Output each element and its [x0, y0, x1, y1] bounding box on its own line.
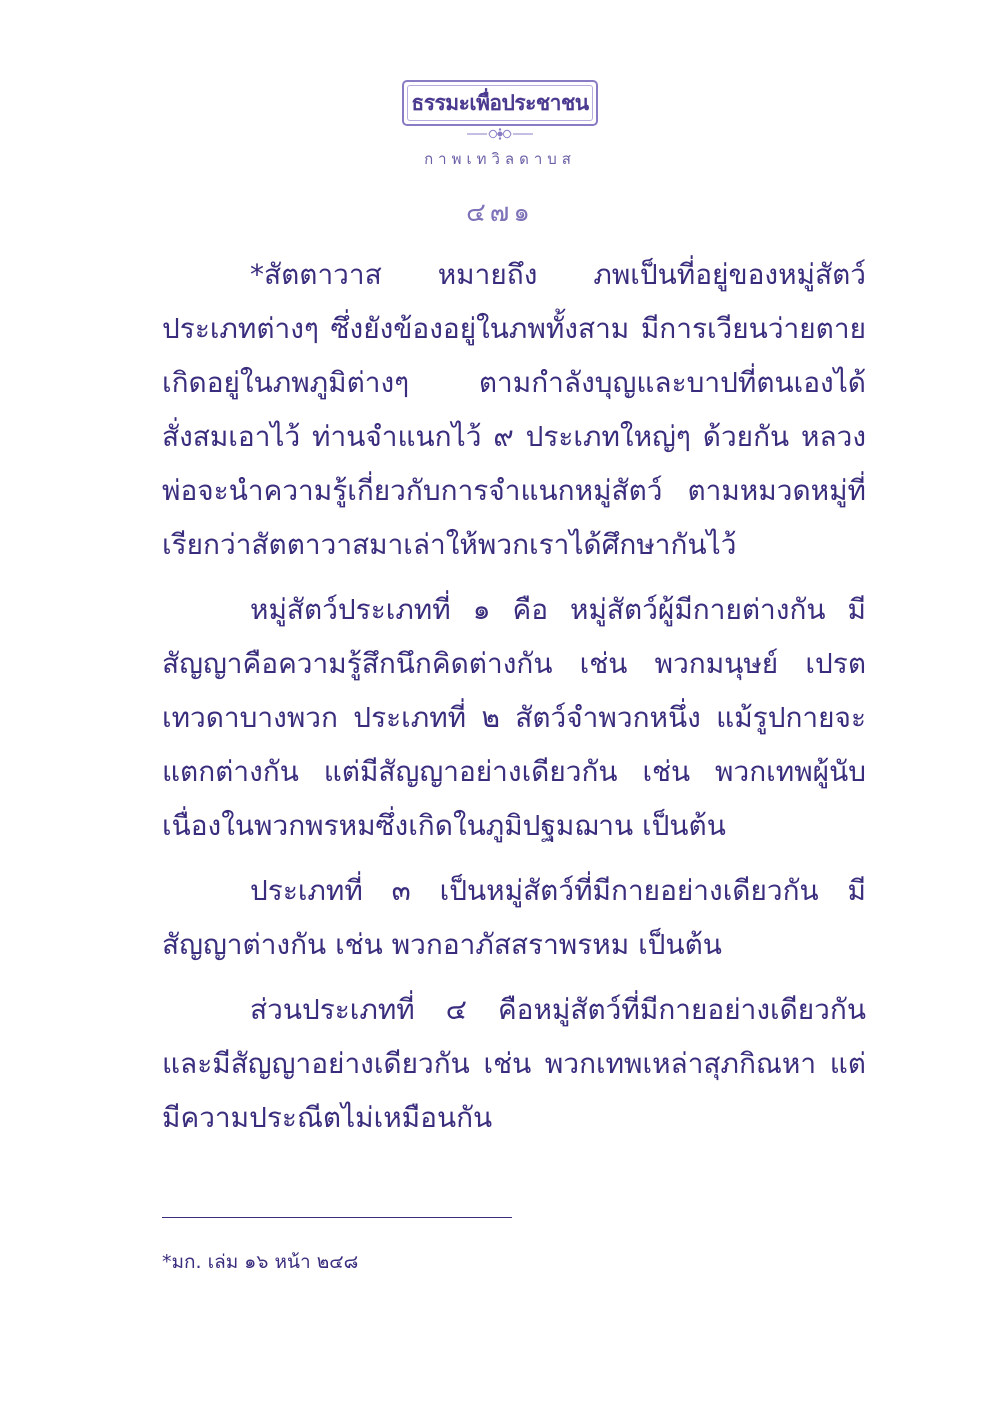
- book-logo: [402, 80, 598, 126]
- chapter-subtitle: กาพเทวิลดาบส: [424, 150, 576, 168]
- book-logo-text: ธรรมะเพื่อประชาชน: [411, 90, 589, 115]
- floral-ornament-icon: [465, 127, 535, 141]
- paragraph: หมู่สัตว์ประเภทที่ ๑ คือ หมู่สัตว์ผู้มีกายต่างกัน มีสัญญาคือความรู้สึกนึกคิดต่างกัน เช่น พวกมนุษย์ เปรต เทวดาบางพวก ประเภทที่ ๒ สัตว์จำพวกหนึ่ง แม้รูปกายจะแตกต่างกัน แต่มีสัญญาอย่างเดียวกัน เช่น พวกเทพผู้นับเนื่องในพวกพรหมซึ่งเกิดในภูมิปฐมฌาน เป็นต้น: [162, 593, 866, 842]
- paragraph: ส่วนประเภทที่ ๔ คือหมู่สัตว์ที่มีกายอย่างเดียวกัน และมีสัญญาอย่างเดียวกัน เช่น พวกเทพเหล่าสุภกิณหา แต่มีความประณีตไม่เหมือนกัน: [162, 993, 866, 1134]
- body-text: [162, 248, 866, 1156]
- paragraph: ประเภทที่ ๓ เป็นหมู่สัตว์ที่มีกายอย่างเดียวกัน มีสัญญาต่างกัน เช่น พวกอาภัสสราพรหม เป็นต้น: [162, 874, 866, 961]
- paragraph: *สัตตาวาส หมายถึง ภพเป็นที่อยู่ของหมู่สัตว์ประเภทต่างๆ ซึ่งยังข้องอยู่ในภพทั้งสาม มีการเวียนว่ายตายเกิดอยู่ในภพภูมิต่างๆ ตามกำลังบุญและบาปที่ตนเองได้สั่งสมเอาไว้ ท่านจำแนกไว้ ๙ ประเภทใหญ่ๆ ด้วยกัน หลวงพ่อจะนำความรู้เกี่ยวกับการจำแนกหมู่สัตว์ ตามหมวดหมู่ที่เรียกว่าสัตตาวาสมาเล่าให้พวกเราได้ศึกษากันไว้: [162, 258, 866, 561]
- footnote: *มก. เล่ม ๑๖ หน้า ๒๔๘: [162, 1251, 359, 1273]
- page-header: [0, 80, 1000, 171]
- page-number: ๔๗๑: [466, 198, 534, 228]
- footnote-divider: [162, 1217, 512, 1218]
